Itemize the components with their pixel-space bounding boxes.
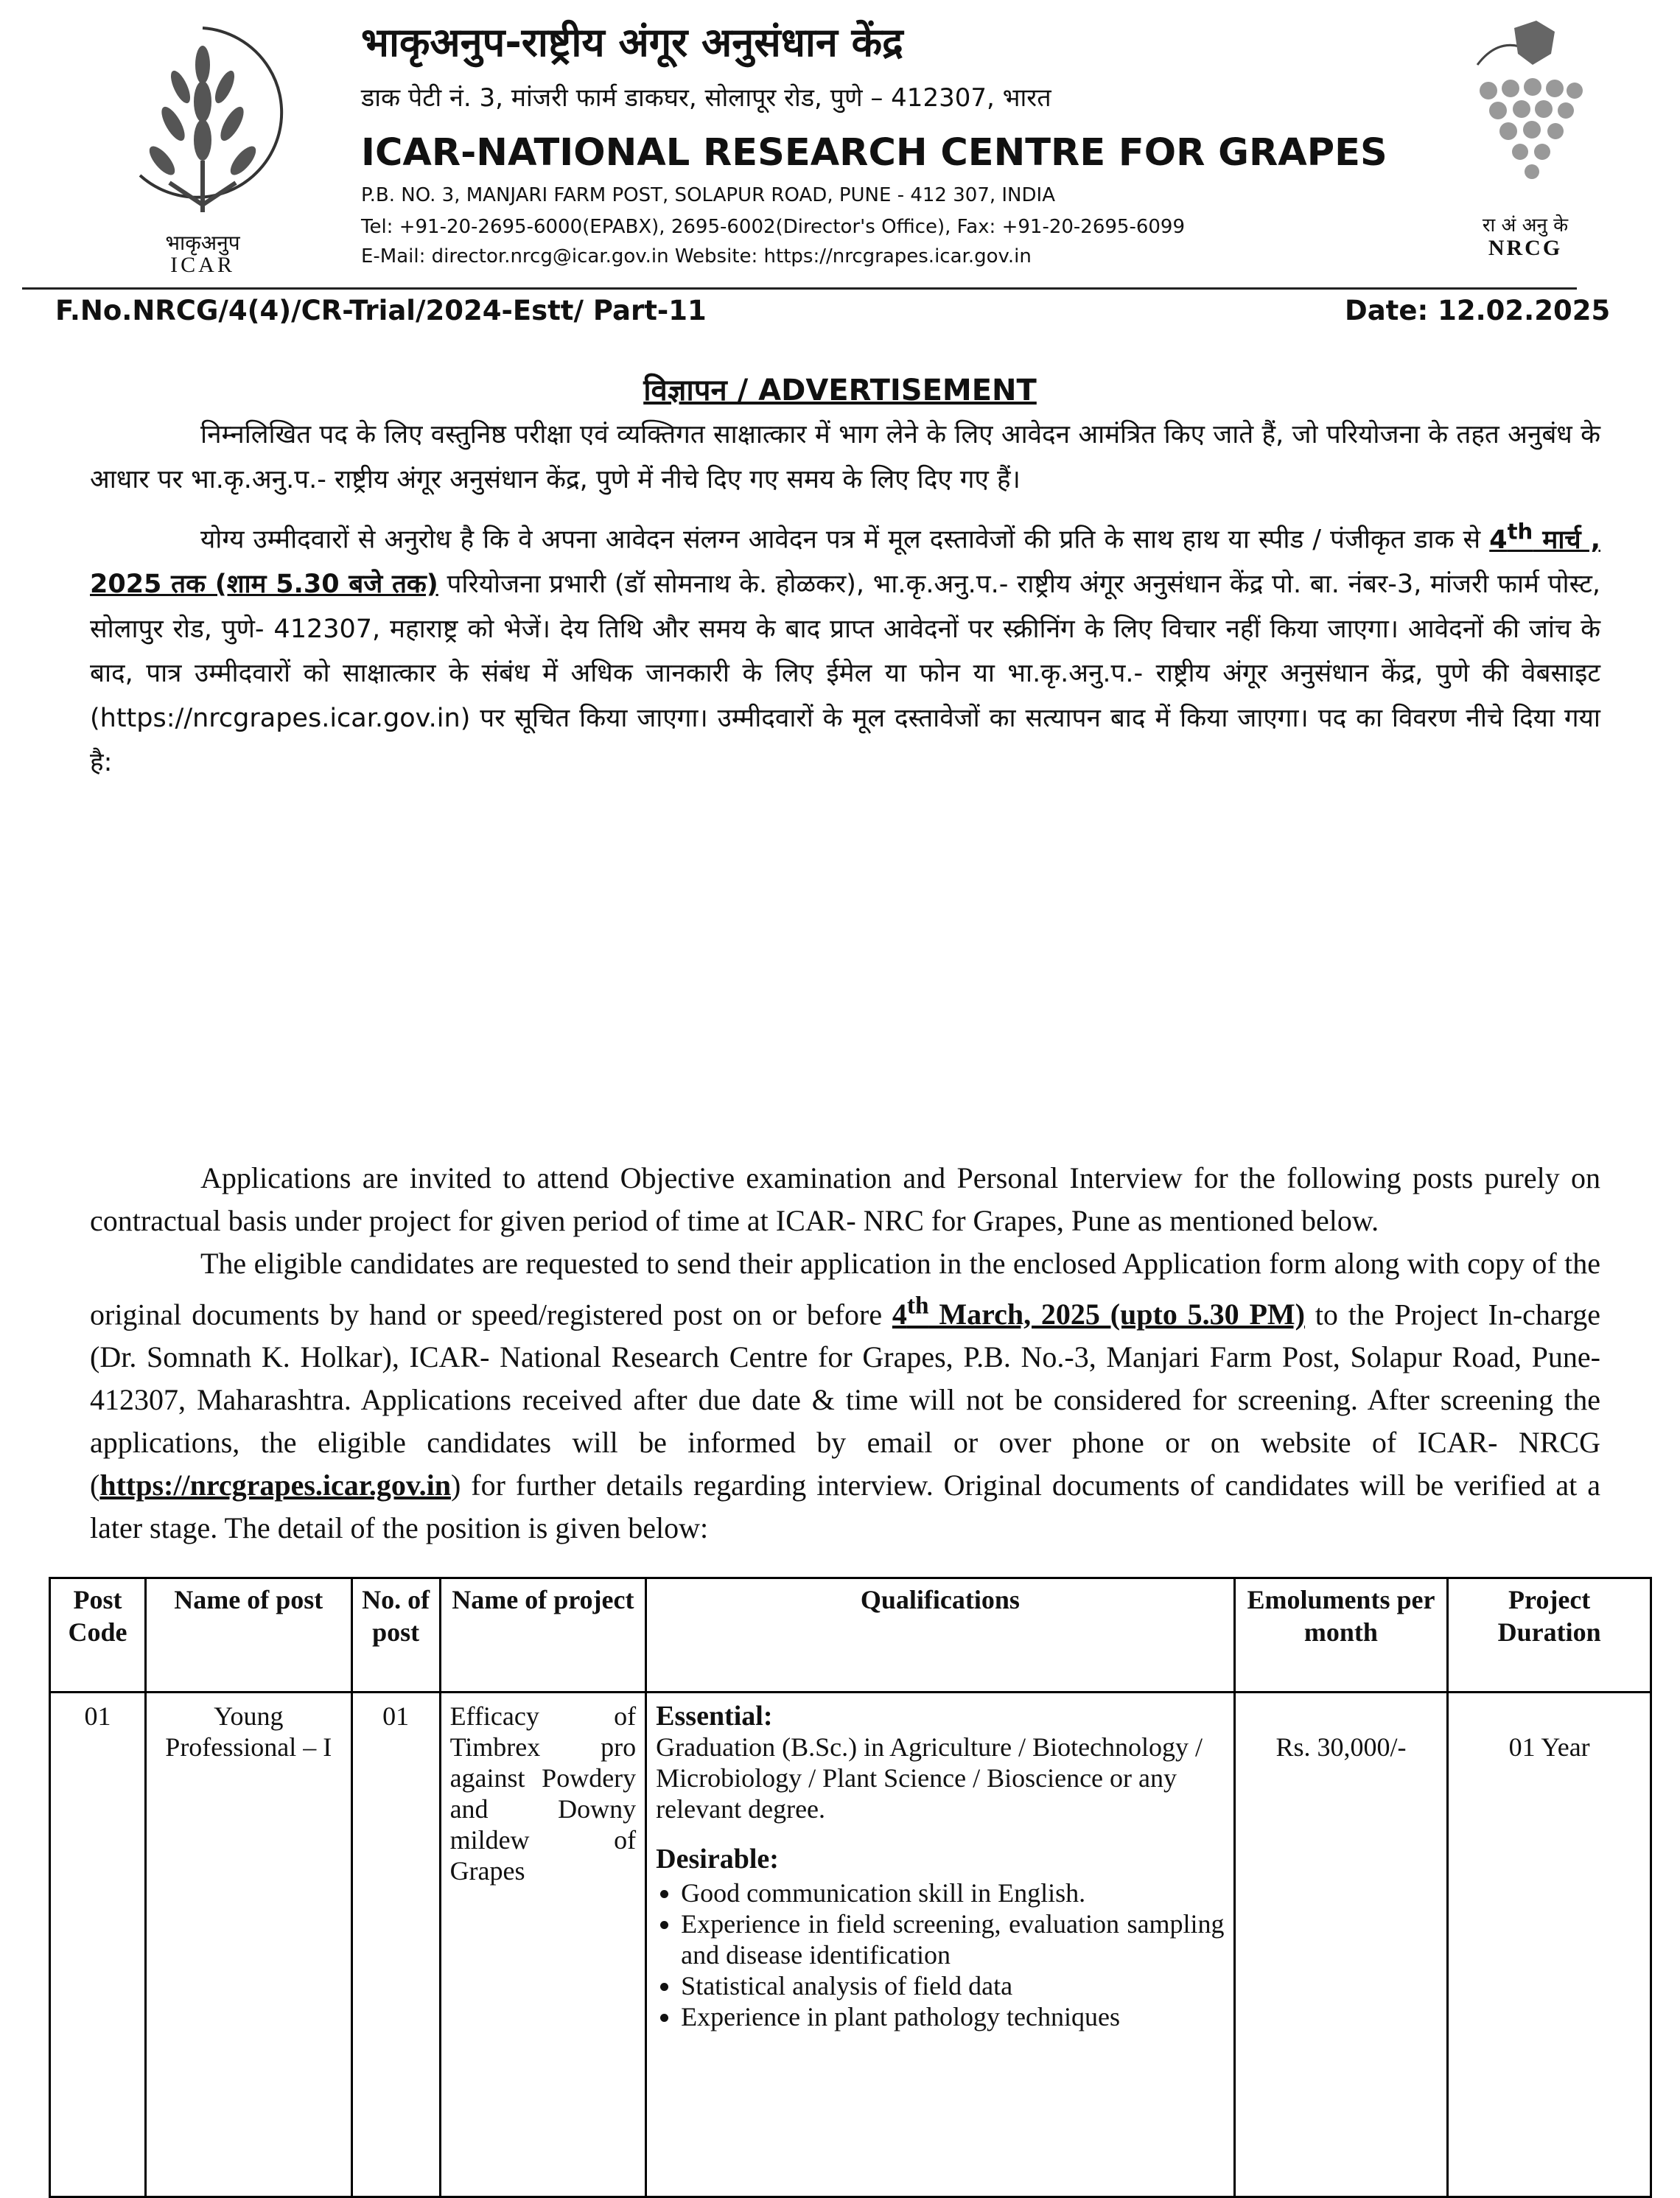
header-qualifications: Qualifications [646,1578,1234,1693]
essential-heading: Essential: [656,1701,773,1732]
list-item: • Experience in field screening, evaluation sampling and disease identification [681,1908,1224,1970]
post-details-table [49,1577,1652,2198]
document-date: Date: 12.02.2025 [1345,295,1611,326]
header-name-of-project: Name of project [440,1578,646,1693]
website-link[interactable]: https://nrcgrapes.icar.gov.in [99,1469,452,1502]
cell-post-code: 01 [50,1693,146,2197]
institute-address-hindi: डाक पेटी नं. 3, मांजरी फार्म डाकघर, सोलापूर रोड, पुणे – 412307, भारत [361,83,1051,113]
list-item: • Good communication skill in English. [681,1877,1224,1908]
english-deadline: 4th March, 2025 (upto 5.30 PM) [892,1292,1305,1331]
list-item: • Statistical analysis of field data [681,1970,1224,2001]
contact-phone: Tel: +91-20-2695-6000(EPABX), 2695-6002(Director's Office), Fax: +91-20-2695-6099 [361,216,1186,238]
cell-qualifications [646,1693,1234,2197]
contact-email-website: E-Mail: director.nrcg@icar.gov.in Website: https://nrcgrapes.icar.gov.in [361,245,1032,267]
icar-logo-hindi: भाकृअनुप [165,231,240,255]
list-item: • Experience in plant pathology techniques [681,2001,1224,2032]
institute-address-english: P.B. NO. 3, MANJARI FARM POST, SOLAPUR ROAD, PUNE - 412 307, INDIA [361,184,1055,206]
essential-text: Graduation (B.Sc.) in Agriculture / Biotechnology / Microbiology / Plant Science / Bioscience or any relevant degree. [656,1732,1203,1824]
header-name-of-post: Name of post [145,1578,351,1693]
file-number: F.No.NRCG/4(4)/CR-Trial/2024-Estt/ Part-11 [55,295,707,326]
header-post-code: Post Code [50,1578,146,1693]
header-no-of-post: No. of post [351,1578,440,1693]
cell-duration: 01 Year [1448,1693,1651,2197]
english-paragraph-2: The eligible candidates are requested to send their application in the enclosed Application form along with copy of the original documents by hand or speed/registered post on or before 4th March, 2025 (upto 5.30 PM) to the Project In-charge (Dr. Somnath K. Holkar), ICAR- National Research Centre for Grapes, P.B. No.-3, Manjari Farm Post, Solapur Road, Pune- 412307, Maharashtra. Applications received after due date & time will not be considered for screening. After screening the applications, the eligible candidates will be informed by email or over phone or on website of ICAR- NRCG (https://nrcgrapes.icar.gov.in) for further details regarding interview. Original documents of candidates will be verified at a later stage. The detail of the position is given below: [90,1247,1601,1545]
wheat-emblem-icon [111,13,295,234]
institute-name-english: ICAR-NATIONAL RESEARCH CENTRE FOR GRAPES [361,131,1387,175]
nrcg-logo-text: NRCG [1488,236,1563,260]
cell-project: Efficacy of Timbrex pro against Powdery and Downy mildew of Grapes [440,1693,646,2197]
hindi-body [90,413,1600,785]
table-row [50,1693,1651,2197]
table-header-row [50,1578,1651,1693]
header-duration: Project Duration [1448,1578,1651,1693]
icar-logo [111,13,295,279]
nrcg-logo [1455,21,1595,271]
cell-no-of-post: 01 [351,1693,440,2197]
grape-bunch-icon [1455,21,1595,205]
english-paragraph-1: Applications are invited to attend Objective examination and Personal Interview for the following posts purely on contractual basis under project for given period of time at ICAR- NRC for Grapes, Pune as mentioned below. [90,1161,1600,1237]
header-emoluments: Emoluments per month [1234,1578,1448,1693]
hindi-paragraph-1: निम्नलिखित पद के लिए वस्तुनिष्ठ परीक्षा एवं व्यक्तिगत साक्षात्कार में भाग लेने के लिए आवेदन आमंत्रित किए जाते हैं, जो परियोजना के तहत अनुबंध के आधार पर भा.कृ.अनु.प.- राष्ट्रीय अंगूर अनुसंधान केंद्र, पुणे में नीचे दिए गए समय के लिए दिए गए हैं। [90,420,1600,494]
hindi-paragraph-2: योग्य उम्मीदवारों से अनुरोध है कि वे अपना आवेदन संलग्न आवेदन पत्र में मूल दस्तावेजों की प्रति के साथ हाथ या स्पीड / पंजीकृत डाक से 4th मार्च , 2025 तक (शाम 5.30 बजे तक) परियोजना प्रभारी (डॉ सोमनाथ के. होळकर), भा.कृ.अनु.प.- राष्ट्रीय अंगूर अनुसंधान केंद्र पो. बा. नंबर-3, मांजरी फार्म पोस्ट, सोलापुर रोड, पुणे- 412307, महाराष्ट्र को भेजें। देय तिथि और समय के बाद प्राप्त आवेदनों पर स्क्रीनिंग के लिए विचार नहीं किया जाएगा। आवेदनों की जांच के बाद, पात्र उम्मीदवारों को साक्षात्कार के संबंध में अधिक जानकारी के लिए ईमेल या फोन या भा.कृ.अनु.प.- राष्ट्रीय अंगूर अनुसंधान केंद्र, पुणे की वेबसाइट (https://nrcgrapes.icar.gov.in) पर सूचित किया जाएगा। उम्मीदवारों के मूल दस्तावेजों का सत्यापन बाद में किया जाएगा। पद का विवरण नीचे दिया गया है: [90,519,1600,778]
advertisement-title: विज्ञापन / ADVERTISEMENT [643,374,1037,407]
desirable-heading: Desirable: [656,1844,779,1875]
icar-logo-text: ICAR [170,253,235,277]
cell-post-name: Young Professional – I [145,1693,351,2197]
desirable-list [656,1877,1224,2032]
cell-emoluments: Rs. 30,000/- [1234,1693,1448,2197]
hindi-deadline: 4th मार्च , 2025 तक (शाम 5.30 बजे तक) [90,519,1600,600]
header-divider [22,287,1577,290]
nrcg-logo-hindi: रा अं अनु के [1482,214,1569,237]
institute-name-hindi: भाकृअनुप-राष्ट्रीय अंगूर अनुसंधान केंद्र [361,19,903,66]
english-body [90,1157,1600,1550]
